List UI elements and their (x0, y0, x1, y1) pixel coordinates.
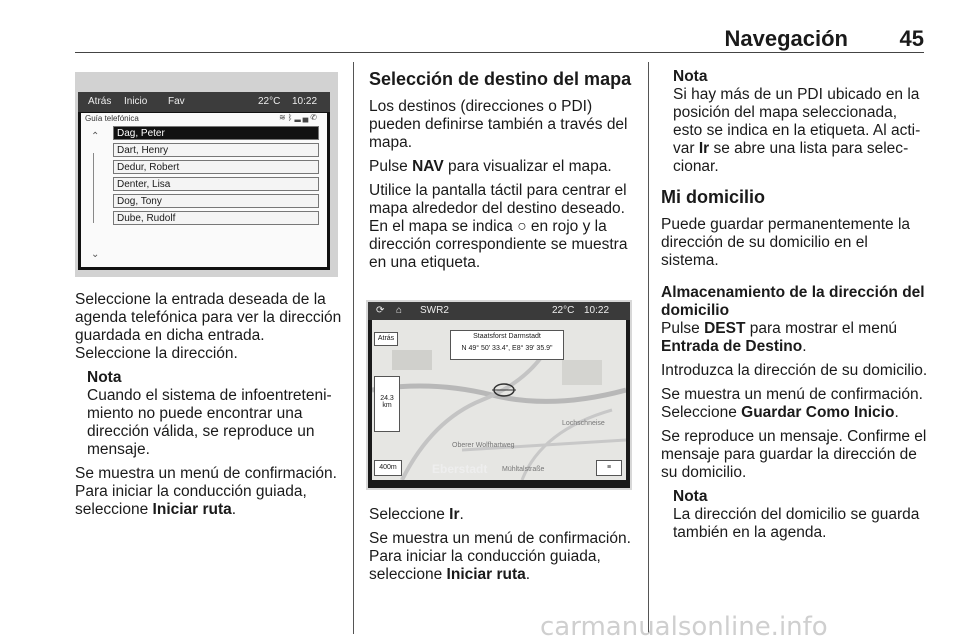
scroll-up-icon: ⌃ (91, 131, 100, 142)
note-box (673, 68, 929, 176)
scroll-down-icon: ⌄ (91, 249, 100, 260)
phonebook-list-area (81, 113, 327, 267)
page-number: 45 (899, 26, 924, 51)
bold-term: Ir (449, 506, 460, 523)
screen-temperature: 22°C (552, 305, 575, 316)
column-divider-2 (648, 62, 649, 634)
bold-term: Entrada de Destino (661, 338, 803, 355)
contact-row: Dedur, Robert (113, 160, 319, 174)
section-heading: Mi domicilio (661, 187, 766, 207)
paragraph-text: Seleccione (369, 506, 450, 523)
street-label: Oberer Wolfhartweg (452, 442, 515, 449)
paragraph-text: . (525, 566, 531, 583)
street-label: Mühltalstraße (502, 466, 545, 473)
paragraph (369, 158, 635, 176)
wifi-icon: ≋ (278, 113, 288, 122)
page-section-title: Navegación (724, 26, 848, 51)
paragraph: Seleccione la entrada deseada de la agenda telefónica para ver la dirección guardada en dicha entrada. Seleccione la dirección. (75, 291, 342, 362)
paragraph-text: Pulse (661, 320, 705, 337)
column-3-text (661, 68, 929, 548)
phonebook-screenshot (75, 72, 338, 277)
paragraph: Puede guardar permanentemente la dirección de su domicilio en el sistema. (661, 216, 911, 269)
contact-row: Dog, Tony (113, 194, 319, 208)
map-view (372, 320, 626, 480)
bold-term: DEST (704, 320, 746, 337)
phonebook-subtitle: Guía telefónica (85, 114, 139, 123)
paragraph-text: Se muestra un menú de confirmación. Seleccione (661, 386, 923, 421)
note-text: La dirección del domicilio se guarda también en la agenda. (673, 506, 920, 541)
home-icon: ⌂ (396, 305, 403, 316)
map-back-button: Atrás (374, 332, 398, 346)
contact-row: Dag, Peter (113, 126, 319, 140)
column-divider-1 (353, 62, 354, 634)
bold-term: Ir (698, 140, 710, 157)
bold-term: Iniciar ruta (152, 501, 232, 518)
paragraph: Introduzca la dirección de su domicilio. (661, 362, 928, 379)
bold-term: Guardar Como Inicio (741, 404, 895, 421)
refresh-icon: ⟳ (376, 305, 385, 316)
paragraph: Se reproduce un mensaje. Confirme el mensaje para guardar la dirección de su domicilio. (661, 428, 927, 481)
destination-marker-icon (492, 382, 516, 398)
city-label: Eberstadt (432, 462, 488, 476)
street-label: Lochschneise (562, 420, 605, 427)
header-rule (75, 52, 924, 53)
paragraph-text: Se muestra un menú de confirmación. Para iniciar la conducción guiada, seleccione (369, 530, 631, 583)
bold-term: NAV (412, 158, 444, 175)
note-box (87, 369, 343, 459)
paragraph (661, 320, 929, 356)
screen-top-bar (368, 302, 630, 320)
screen-top-bar (78, 92, 330, 112)
screen-time: 10:22 (584, 305, 610, 316)
tab-fav: Fav (168, 96, 185, 107)
paragraph (369, 506, 635, 524)
paragraph-text: . (802, 338, 807, 355)
paragraph-text: . (231, 501, 237, 518)
paragraph (75, 465, 343, 519)
scale-readout: 400m (374, 460, 402, 476)
map-zoom-panel (374, 376, 400, 432)
paragraph (369, 530, 635, 584)
column-1-text (75, 291, 343, 525)
paragraph-text: para visualizar el mapa. (443, 158, 612, 175)
paragraph (661, 386, 929, 422)
column-2-text-bottom (369, 506, 635, 590)
note-text: Cuando el sistema de infoentretenimiento no puede encontrar una dirección válida, se reproduce un mensaje. (87, 387, 332, 458)
note-text-part: se abre una lista para seleccionar. (673, 140, 909, 175)
radio-station: SWR2 (420, 305, 449, 316)
map-menu-button: ≡ (596, 460, 622, 476)
paragraph: Los destinos (direcciones o PDI) pueden definirse también a través del mapa. (369, 98, 628, 151)
bold-term: Iniciar ruta (446, 566, 526, 583)
note-title: Nota (673, 488, 708, 505)
destination-coords: N 49° 50' 33.4", E8° 39' 35.9" (461, 345, 553, 352)
paragraph-text: Pulse (369, 158, 413, 175)
signal-icon: ▂▄ (294, 113, 311, 122)
distance-readout: 24.3 km (380, 395, 394, 409)
note-text (673, 86, 929, 176)
status-icons (279, 113, 319, 122)
destination-label (450, 330, 564, 360)
contact-row: Dart, Henry (113, 143, 319, 157)
phone-icon: ✆ (310, 113, 319, 122)
watermark: carmanualsonline.info (540, 612, 828, 642)
paragraph-text: . (459, 506, 464, 523)
subsection-heading: Almacenamiento de la dirección del domicilio (661, 284, 925, 319)
note-title: Nota (87, 369, 122, 386)
section-heading: Selección de destino del mapa (369, 69, 632, 89)
scrollbar-track (93, 153, 94, 223)
paragraph-text: . (894, 404, 899, 421)
contact-row: Denter, Lisa (113, 177, 319, 191)
contact-row: Dube, Rudolf (113, 211, 319, 225)
destination-name: Staatsforst Darmstadt (473, 333, 541, 340)
tab-inicio: Inicio (124, 96, 148, 107)
note-text-part: Si hay más de un PDI ubicado en la posición del mapa seleccionada, esto se indica en la etiqueta. Al activar (673, 86, 921, 157)
tab-atras: Atrás (88, 96, 112, 107)
paragraph: Utilice la pantalla táctil para centrar el mapa alrededor del destino deseado. En el mapa se indica ○ en rojo y la dirección correspondiente se muestra en una etiqueta. (369, 182, 628, 271)
paragraph-text: Se muestra un menú de confirmación. Para iniciar la conducción guiada, seleccione (75, 465, 337, 518)
screen-time: 10:22 (292, 96, 318, 107)
paragraph-text: para mostrar el menú (745, 320, 898, 337)
note-box (673, 488, 929, 542)
screen-temperature: 22°C (258, 96, 281, 107)
column-2-text-top (369, 68, 635, 278)
note-title: Nota (673, 68, 708, 85)
bluetooth-icon: ᛒ (287, 113, 295, 122)
map-screenshot (366, 300, 632, 490)
